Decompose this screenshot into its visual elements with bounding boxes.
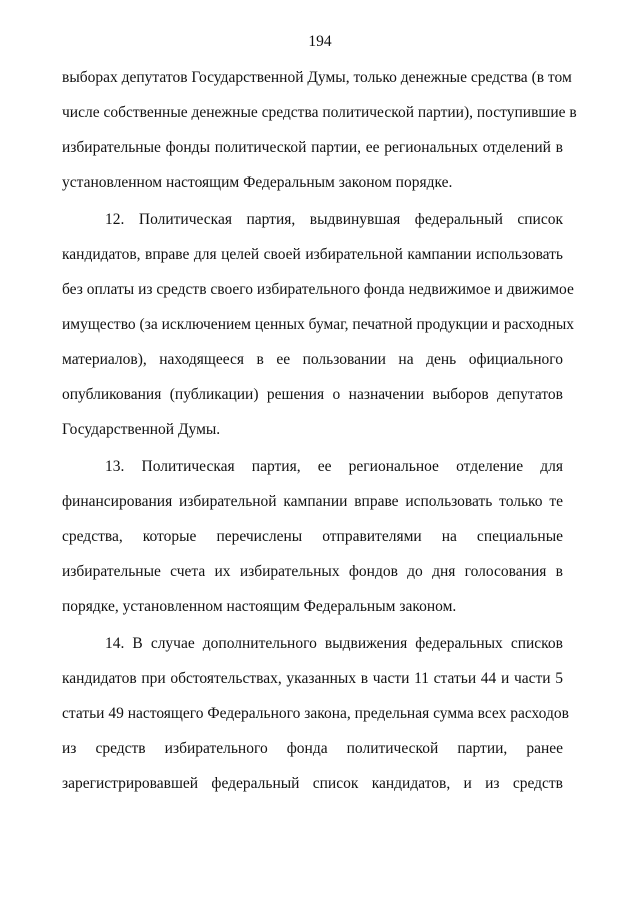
text-line: статьи 49 настоящего Федерального закона, предельная сумма всех расходов <box>62 705 569 722</box>
text-line: избирательные фонды политической партии, ее региональных отделений в <box>62 139 563 156</box>
text-line: кандидатов при обстоятельствах, указанных в части 11 статьи 44 и части 5 <box>62 670 563 687</box>
paragraph-first-line: 12. Политическая партия, выдвинувшая федеральный список <box>105 211 563 228</box>
text-line: выборах депутатов Государственной Думы, только денежные средства (в том <box>62 69 572 86</box>
text-line: кандидатов, вправе для целей своей избирательной кампании использовать <box>62 246 563 263</box>
text-line: из средств избирательного фонда политической партии, ранее <box>62 740 563 757</box>
paragraph-first-line: 14. В случае дополнительного выдвижения федеральных списков <box>105 635 563 652</box>
text-line: избирательные счета их избирательных фондов до дня голосования в <box>62 563 563 580</box>
text-line: без оплаты из средств своего избирательного фонда недвижимое и движимое <box>62 281 574 298</box>
text-line: средства, которые перечислены отправителями на специальные <box>62 528 563 545</box>
paragraph-first-line: 13. Политическая партия, ее региональное отделение для <box>105 458 563 475</box>
text-line: материалов), находящееся в ее пользовании на день официального <box>62 351 563 368</box>
text-line: зарегистрировавшей федеральный список кандидатов, и из средств <box>62 775 563 792</box>
text-line: порядке, установленном настоящим Федеральным законом. <box>62 598 457 615</box>
text-line: Государственной Думы. <box>62 421 221 438</box>
page-number: 194 <box>308 33 332 50</box>
text-line: опубликования (публикации) решения о назначении выборов депутатов <box>62 386 563 403</box>
text-line: финансирования избирательной кампании вправе использовать только те <box>62 493 563 510</box>
text-line: установленном настоящим Федеральным законом порядке. <box>62 174 453 191</box>
text-line: числе собственные денежные средства политической партии), поступившие в <box>62 104 577 121</box>
text-line: имущество (за исключением ценных бумаг, печатной продукции и расходных <box>62 316 575 333</box>
